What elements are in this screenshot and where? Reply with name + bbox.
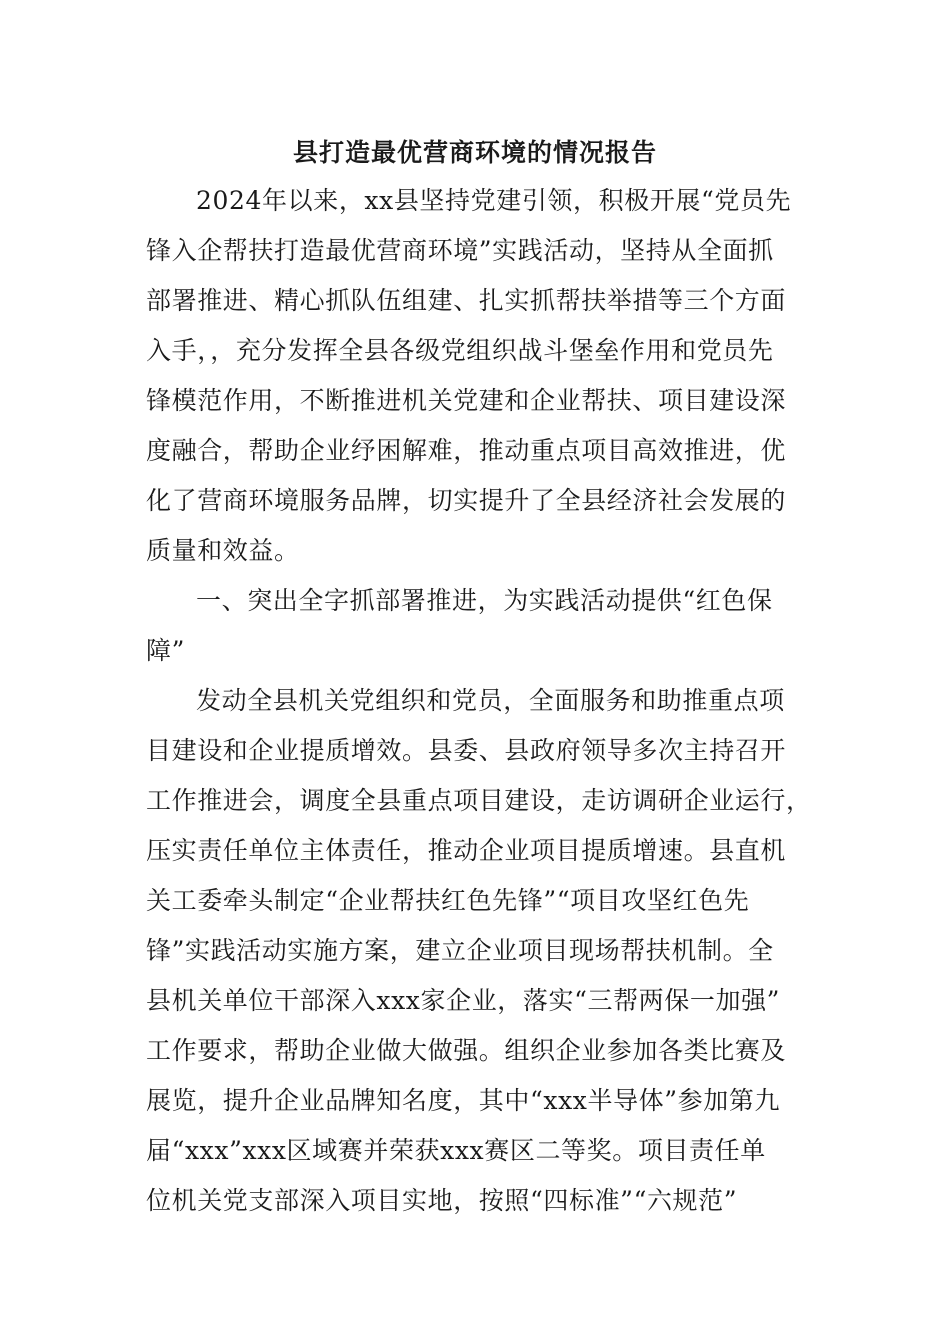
paragraph-line: 锋模范作用，不断推进机关党建和企业帮扶、项目建设深 (146, 386, 787, 415)
paragraph-line: 县机关单位干部深入xxx家企业，落实“三帮两保一加强” (146, 986, 781, 1015)
paragraph-line: 锋”实践活动实施方案，建立企业项目现场帮扶机制。全 (146, 936, 774, 965)
paragraph-line: 位机关党支部深入项目实地，按照“四标准”“六规范” (146, 1186, 738, 1215)
paragraph-line: 展览，提升企业品牌知名度，其中“xxx半导体”参加第九 (146, 1086, 781, 1115)
paragraph-line: 届“xxx”xxx区域赛并荣获xxx赛区二等奖。项目责任单 (146, 1136, 766, 1165)
paragraph-line: 发动全县机关党组织和党员，全面服务和助推重点项 (196, 686, 785, 715)
paragraph-line: 化了营商环境服务品牌，切实提升了全县经济社会发展的 (146, 486, 787, 515)
paragraph-line: 工作推进会，调度全县重点项目建设，走访调研企业运行， (146, 786, 812, 815)
paragraph-line: 压实责任单位主体责任，推动企业项目提质增速。县直机 (146, 836, 787, 865)
paragraph-line: 工作要求，帮助企业做大做强。组织企业参加各类比赛及 (146, 1036, 787, 1065)
paragraph-line: 关工委牵头制定“企业帮扶红色先锋”“项目攻坚红色先 (146, 886, 750, 915)
paragraph-line: 目建设和企业提质增效。县委、县政府领导多次主持召开 (146, 736, 787, 765)
section-heading-line: 障” (146, 636, 185, 665)
section-heading-line: 一、突出全字抓部署推进，为实践活动提供“红色保 (196, 586, 773, 615)
paragraph-line: 2024年以来，xx县坚持党建引领，积极开展“党员先 (196, 186, 792, 215)
page-title: 县打造最优营商环境的情况报告 (292, 138, 657, 167)
paragraph-line: 质量和效益。 (146, 536, 300, 565)
paragraph-line: 入手，，充分发挥全县各级党组织战斗堡垒作用和党员先 (146, 336, 774, 365)
paragraph-line: 度融合，帮助企业纾困解难，推动重点项目高效推进，优 (146, 436, 787, 465)
paragraph-line: 锋入企帮扶打造最优营商环境”实践活动，坚持从全面抓 (146, 236, 774, 265)
paragraph-line: 部署推进、精心抓队伍组建、扎实抓帮扶举措等三个方面 (146, 286, 787, 315)
